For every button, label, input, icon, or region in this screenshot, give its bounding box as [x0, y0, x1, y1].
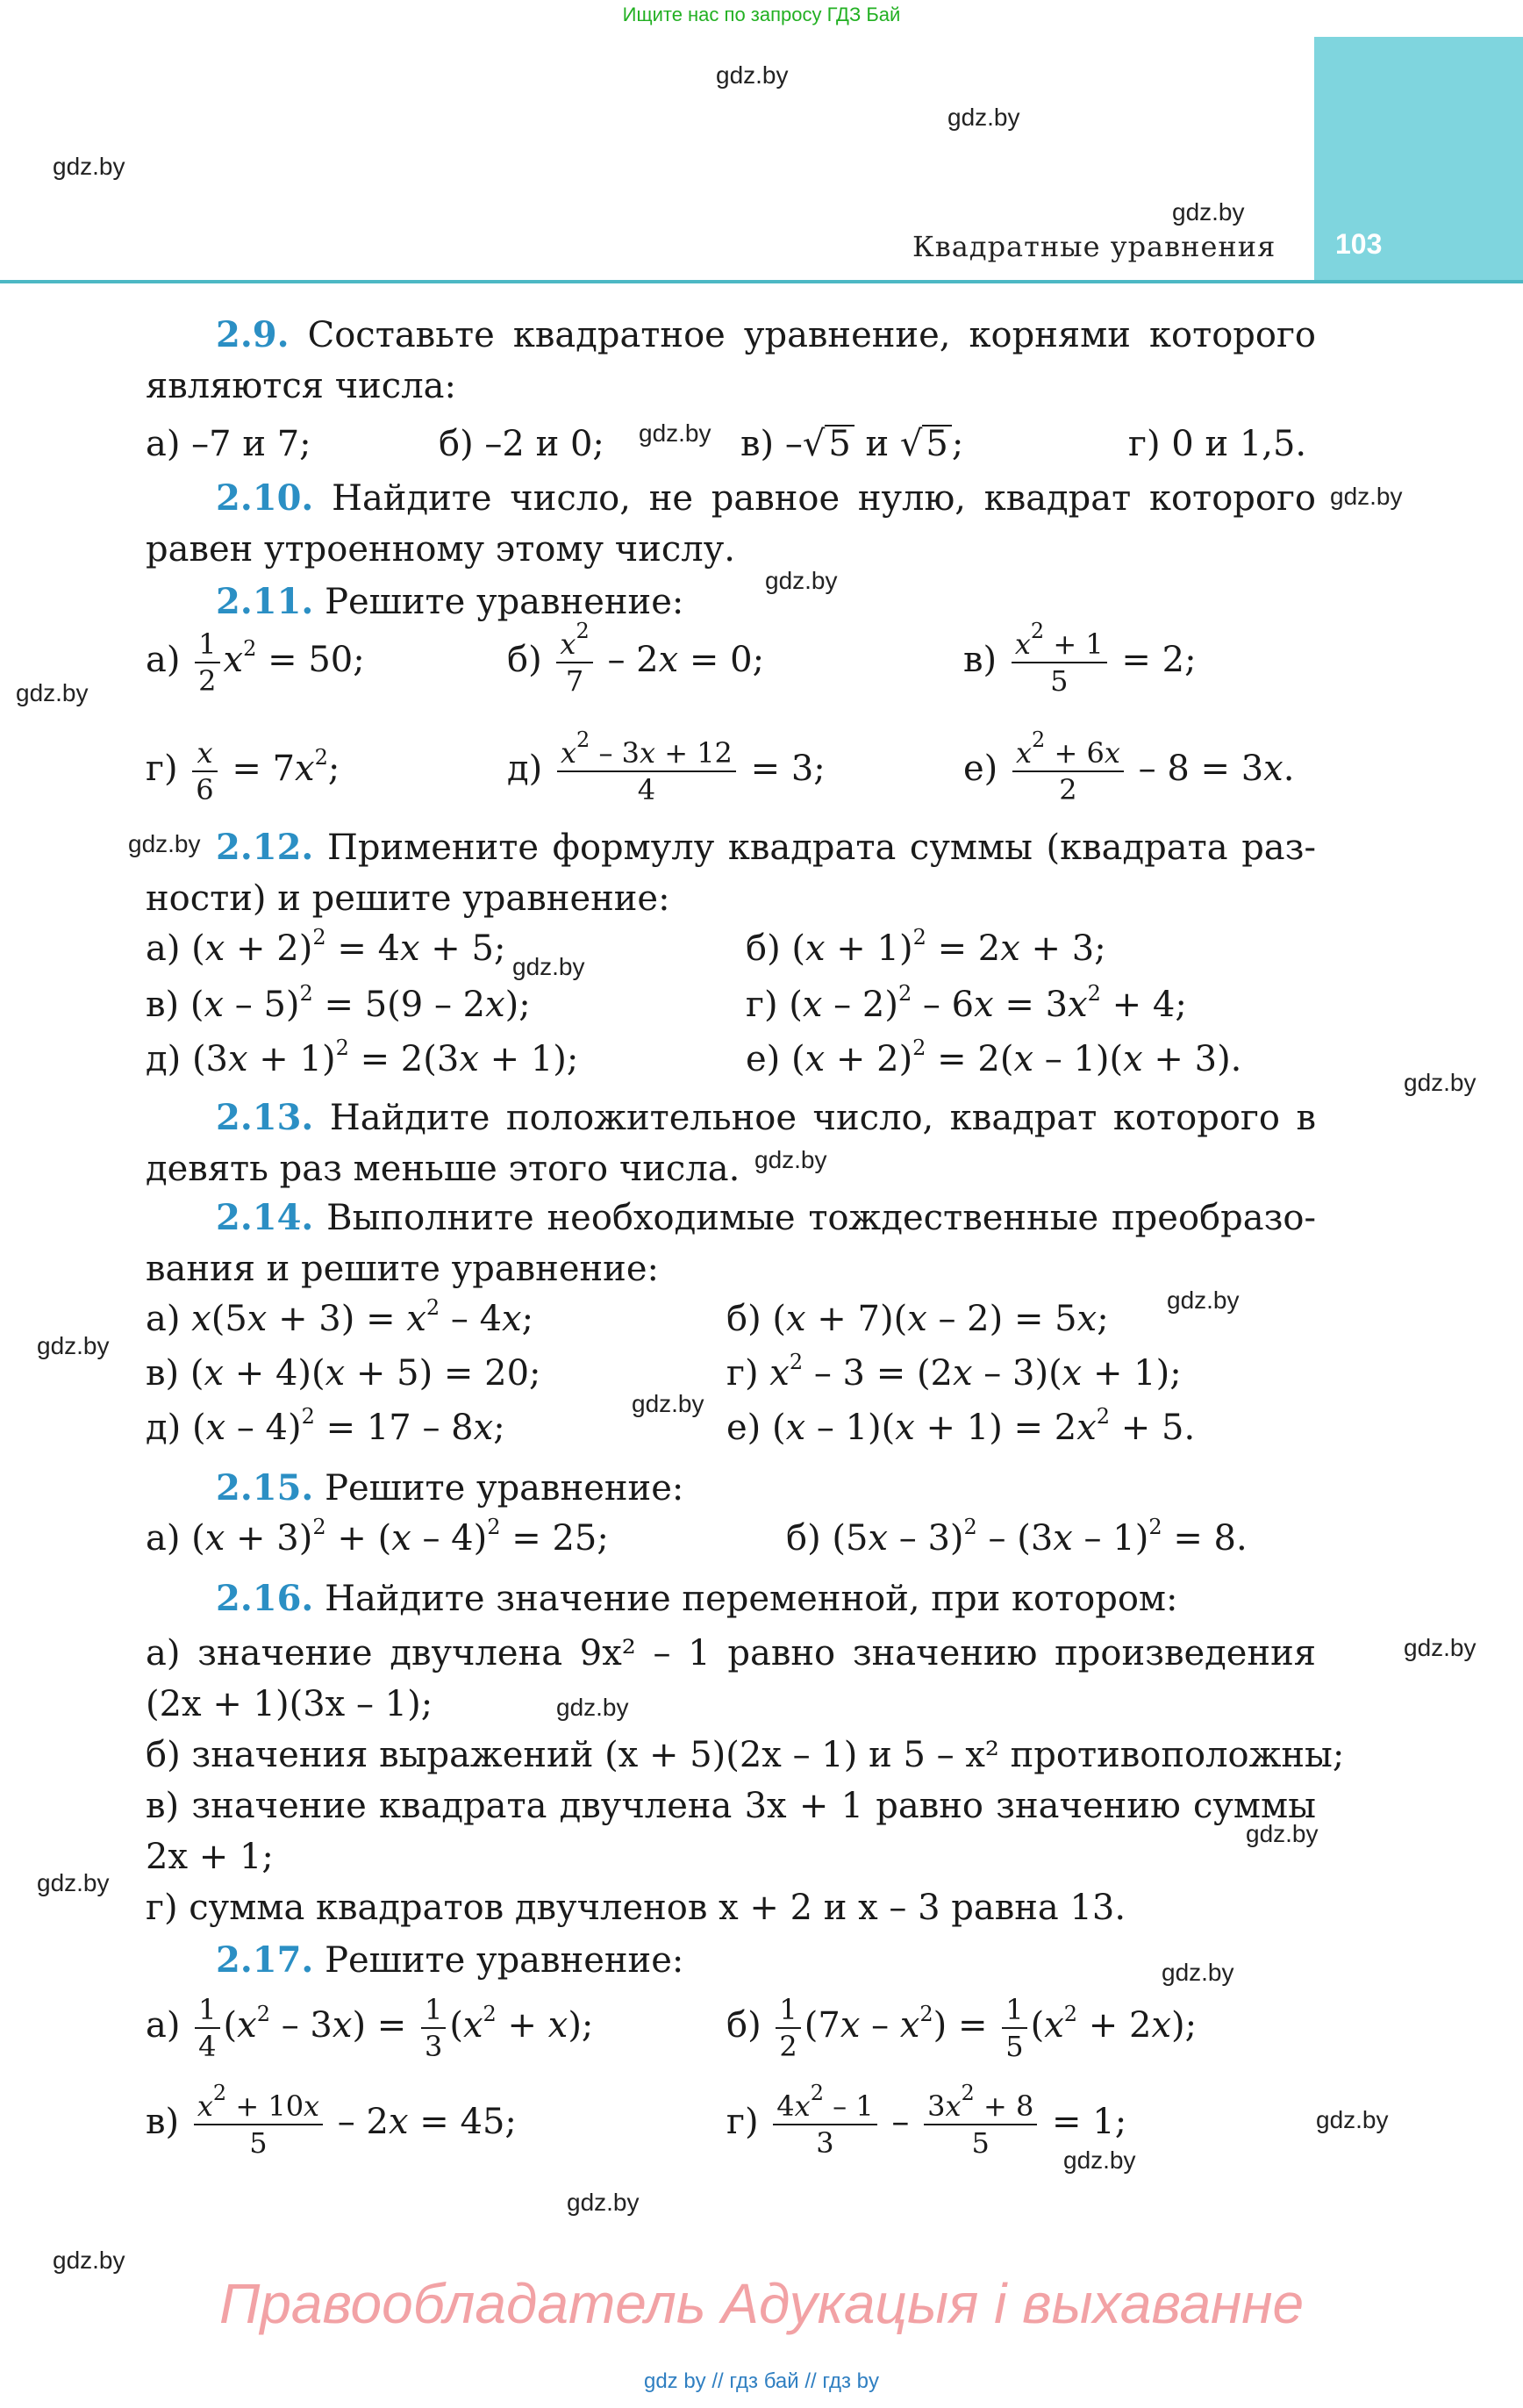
equation-2-15-b: б) (5x – 3)$^2$ – (3x – 1)$^2$ = 8. — [786, 1515, 1248, 1559]
problem-2-16-a-line2: (2x + 1)(3x – 1); — [146, 1684, 433, 1724]
watermark: gdz.by — [765, 567, 838, 594]
problem-2-16-v-line1: в) значение квадрата двучлена 3x + 1 равно значению суммы — [146, 1786, 1316, 1826]
watermark: gdz.by — [1063, 2146, 1136, 2174]
watermark: gdz.by — [947, 104, 1020, 131]
equation-2-14-v: в) (x + 4)(x + 5) = 20; — [146, 1353, 541, 1394]
problem-2-14-line2: вания и решите уравнение: — [146, 1249, 659, 1289]
equation-2-14-a: а) $x(5x + 3) = x^2 - 4x$; — [146, 1295, 534, 1339]
equation-2-17-v: в) $\frac{x^2 + 10x}{5}$ – 2x = 45; — [146, 2081, 517, 2160]
problem-2-10-line2: равен утроенному этому числу. — [146, 529, 735, 570]
equation-2-17-a: а) $\frac{1}{4}$ $(x^2 - 3x)$ = $\frac{1}{3}$ $(x^2 + x)$; — [146, 1993, 594, 2063]
problem-2-12-line1: 2.12. Примените формулу квадрата суммы (квадрата раз- — [216, 827, 1316, 868]
problem-2-15-heading: 2.15. Решите уравнение: — [216, 1467, 684, 1509]
equation-2-12-v: в) (x – 5)$^2$ = 5(9 – 2x); — [146, 981, 531, 1025]
equation-2-12-g: г) $(x - 2)^2 - 6x = 3x^2 + 4$; — [746, 981, 1187, 1025]
watermark: gdz.by — [512, 953, 585, 980]
rights-holder-text: Правообладатель Адукацыя і выхаванне — [218, 2272, 1305, 2335]
equation-2-12-d: д) $(3x + 1)^2 = 2(3x + 1)$; — [146, 1036, 579, 1079]
watermark: gdz.by — [1167, 1286, 1240, 1314]
watermark: gdz.by — [1404, 1069, 1477, 1096]
watermark: gdz.by — [639, 419, 711, 447]
equation-2-11-g: г) $\frac{x}{6}$ = $7x^2$; — [146, 736, 340, 806]
equation-2-14-d: д) (x – 4)$^2$ = 17 – 8x; — [146, 1404, 505, 1448]
equation-2-17-g: г) $\frac{4x^2 - 1}{3}$ – $\frac{3x^2 + 8}{5}$ = 1; — [726, 2081, 1127, 2160]
problem-2-14-line1: 2.14. Выполните необходимые тождественные преобразо- — [216, 1197, 1316, 1238]
equation-2-11-d: д) $\frac{x^2 - 3x + 12}{4}$ = 3; — [507, 727, 826, 806]
problem-2-16-heading: 2.16. Найдите значение переменной, при котором: — [216, 1578, 1178, 1619]
watermark: gdz.by — [128, 830, 201, 857]
watermark: gdz.by — [1316, 2106, 1389, 2133]
equation-2-11-b: б) $\frac{x^2}{7}$ – 2x = 0; — [507, 619, 765, 698]
watermark: gdz.by — [16, 679, 89, 706]
header-divider — [0, 280, 1523, 283]
problem-2-17-heading: 2.17. Решите уравнение: — [216, 1939, 684, 1981]
footer-note: gdz by // гдз бай // гдз by — [643, 2369, 880, 2393]
watermark: gdz.by — [1246, 1820, 1319, 1847]
watermark: gdz.by — [1404, 1634, 1477, 1661]
problem-2-11-heading: 2.11. Решите уравнение: — [216, 581, 684, 622]
problem-2-9-line2: являются числа: — [146, 366, 456, 406]
watermark: gdz.by — [754, 1146, 827, 1173]
chapter-title: Квадратные уравнения — [912, 230, 1276, 263]
equation-2-14-g: г) $x^2 - 3 = (2x - 3)(x + 1)$; — [726, 1350, 1182, 1394]
option-a: а) –7 и 7; — [146, 424, 311, 464]
watermark: gdz.by — [53, 2247, 125, 2274]
option-g: г) 0 и 1,5. — [1128, 424, 1307, 464]
equation-2-11-a: а) $\frac{1}{2}$ $x^2 = 50$; — [146, 627, 365, 698]
problem-2-16-a-line1: а) значение двучлена 9x² – 1 равно значению произведения — [146, 1633, 1316, 1673]
equation-2-12-e: е) $(x + 2)^2 = 2(x - 1)(x + 3)$. — [746, 1036, 1242, 1079]
watermark: gdz.by — [37, 1332, 110, 1359]
problem-2-16-v-line2: 2x + 1; — [146, 1837, 274, 1877]
problem-2-12-line2: ности) и решите уравнение: — [146, 878, 670, 919]
page-number: 103 — [1335, 228, 1383, 260]
watermark: gdz.by — [716, 61, 789, 89]
watermark: gdz.by — [567, 2189, 640, 2216]
problem-2-13-line1: 2.13. Найдите положительное число, квадрат которого в — [216, 1097, 1317, 1138]
watermark: gdz.by — [556, 1694, 629, 1721]
equation-2-14-e: е) $(x - 1)(x + 1) = 2x^2 + 5$. — [726, 1404, 1196, 1448]
watermark: gdz.by — [632, 1390, 704, 1417]
watermark: gdz.by — [1162, 1959, 1234, 1986]
watermark: gdz.by — [1172, 198, 1245, 226]
equation-2-12-b: б) $(x + 1)^2 = 2x + 3$; — [746, 925, 1106, 969]
option-v: в) –√ 5 и √ 5 ; — [740, 424, 964, 464]
problem-2-16-b: б) значения выражений (x + 5)(2x – 1) и 5 – x² противоположны; — [146, 1735, 1345, 1775]
equation-2-15-a: а) $(x + 3)^2 + (x - 4)^2 = 25$; — [146, 1515, 609, 1559]
equation-2-11-e: е) $\frac{x^2 + 6x}{2}$ – 8 = 3x. — [963, 727, 1295, 806]
equation-2-14-b: б) (x + 7)(x – 2) = 5x; — [726, 1299, 1109, 1339]
option-b: б) –2 и 0; — [439, 424, 604, 464]
watermark: gdz.by — [37, 1869, 110, 1896]
problem-2-9-line1: 2.9. Составьте квадратное уравнение, корнями которого — [216, 314, 1317, 355]
problem-2-16-g: г) сумма квадратов двучленов x + 2 и x – 3 равна 13. — [146, 1888, 1126, 1928]
watermark: gdz.by — [53, 153, 125, 180]
problem-2-10-line1: 2.10. Найдите число, не равное нулю, квадрат которого — [216, 477, 1316, 519]
equation-2-11-v: в) $\frac{x^2 + 1}{5}$ = 2; — [963, 619, 1197, 698]
watermark: gdz.by — [1330, 483, 1403, 510]
equation-2-17-b: б) $\frac{1}{2}$ $(7x - x^2)$ = $\frac{1}{5}$ $(x^2 + 2x)$; — [726, 1993, 1198, 2063]
top-note: Ищите нас по запросу ГДЗ Бай — [622, 4, 901, 25]
equation-2-12-a: а) $(x + 2)^2 = 4x + 5$; — [146, 925, 506, 969]
problem-2-13-line2: девять раз меньше этого числа. — [146, 1149, 740, 1189]
